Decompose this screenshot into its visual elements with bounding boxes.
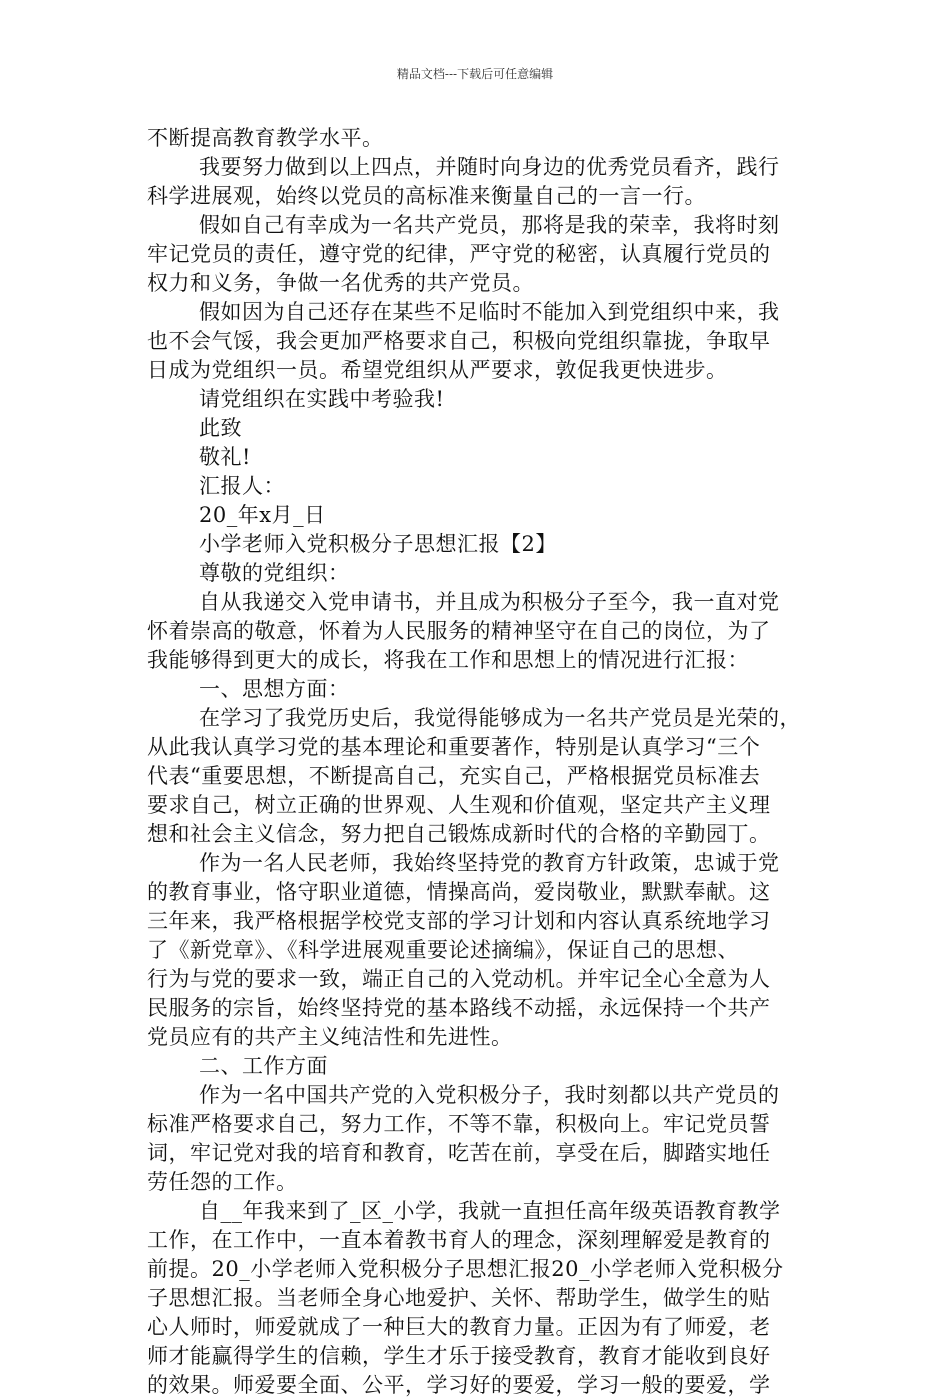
- text-line: 此致: [199, 416, 242, 440]
- text-line: 汇报人：: [199, 474, 285, 498]
- text-line: 的教育事业，恪守职业道德，情操高尚，爱岗敬业，默默奉献。这: [147, 880, 771, 904]
- text-line: 不断提高教育教学水平。: [147, 126, 384, 150]
- text-line: 请党组织在实践中考验我!: [199, 387, 445, 411]
- text-line: 假如因为自己还存在某些不足临时不能加入到党组织中来，我: [199, 300, 780, 324]
- text-line: 我能够得到更大的成长，将我在工作和思想上的情况进行汇报：: [147, 648, 749, 672]
- text-line: 自从我递交入党申请书，并且成为积极分子至今，我一直对党: [199, 590, 780, 614]
- text-line: 敬礼!: [199, 445, 251, 469]
- text-line: 前提。20_小学老师入党积极分子思想汇报20_小学老师入党积极分: [147, 1257, 784, 1281]
- text-line: 假如自己有幸成为一名共产党员，那将是我的荣幸，我将时刻: [199, 213, 780, 237]
- text-line: 行为与党的要求一致，端正自己的入党动机。并牢记全心全意为人: [147, 967, 771, 991]
- text-line: 作为一名人民老师，我始终坚持党的教育方针政策，忠诚于党: [199, 851, 780, 875]
- text-line: 我要努力做到以上四点，并随时向身边的优秀党员看齐，践行: [199, 155, 780, 179]
- text-line: 心人师时，师爱就成了一种巨大的教育力量。正因为有了师爱，老: [147, 1315, 771, 1339]
- page-header: 精品文档---下载后可任意编辑: [396, 67, 554, 81]
- text-line: 从此我认真学习党的基本理论和重要著作，特别是认真学习“三个: [147, 735, 761, 759]
- text-line: 代表“重要思想，不断提高自己，充实自己，严格根据党员标准去: [147, 764, 761, 788]
- text-line: 一、思想方面：: [199, 677, 350, 701]
- text-line: 尊敬的党组织：: [199, 561, 350, 585]
- text-line: 权力和义务，争做一名优秀的共产党员。: [147, 271, 534, 295]
- text-line: 科学进展观，始终以党员的高标准来衡量自己的一言一行。: [147, 184, 706, 208]
- text-line: 词，牢记党对我的培育和教育，吃苦在前，享受在后，脚踏实地任: [147, 1141, 771, 1165]
- text-line: 小学老师入党积极分子思想汇报【2】: [199, 532, 557, 556]
- text-line: 日成为党组织一员。希望党组织从严要求，敦促我更快进步。: [147, 358, 728, 382]
- text-line: 子思想汇报。当老师全身心地爱护、关怀、帮助学生，做学生的贴: [147, 1286, 771, 1310]
- text-line: 劳任怨的工作。: [147, 1170, 298, 1194]
- text-line: 三年来，我严格根据学校党支部的学习计划和内容认真系统地学习: [147, 909, 771, 933]
- text-line: 民服务的宗旨，始终坚持党的基本路线不动摇，永远保持一个共产: [147, 996, 771, 1020]
- text-line: 作为一名中国共产党的入党积极分子，我时刻都以共产党员的: [199, 1083, 780, 1107]
- text-line: 20_年x月_日: [199, 503, 326, 527]
- text-line: 想和社会主义信念，努力把自己锻炼成新时代的合格的辛勤园丁。: [147, 822, 771, 846]
- text-line: 二、工作方面: [199, 1054, 328, 1078]
- text-line: 怀着崇高的敬意，怀着为人民服务的精神坚守在自己的岗位，为了: [147, 619, 771, 643]
- document-body: [147, 124, 807, 1400]
- text-line: 师才能赢得学生的信赖，学生才乐于接受教育，教育才能收到良好: [147, 1344, 771, 1368]
- text-line: 的效果。师爱要全面、公平，学习好的要爱，学习一般的要爱，学: [147, 1373, 771, 1397]
- text-line: 在学习了我党历史后，我觉得能够成为一名共产党员是光荣的，: [199, 706, 801, 730]
- text-line: 党员应有的共产主义纯洁性和先进性。: [147, 1025, 513, 1049]
- text-line: 标准严格要求自己，努力工作，不等不靠，积极向上。牢记党员誓: [147, 1112, 771, 1136]
- text-line: 要求自己，树立正确的世界观、人生观和价值观，坚定共产主义理: [147, 793, 771, 817]
- text-line: 自__年我来到了_区_小学，我就一直担任高年级英语教育教学: [199, 1199, 781, 1223]
- text-line: 工作，在工作中，一直本着教书育人的理念，深刻理解爱是教育的: [147, 1228, 771, 1252]
- text-line: 牢记党员的责任，遵守党的纪律，严守党的秘密，认真履行党员的: [147, 242, 771, 266]
- text-line: 了《新党章》、《科学进展观重要论述摘编》，保证自己的思想、: [147, 938, 739, 962]
- text-line: 也不会气馁，我会更加严格要求自己，积极向党组织靠拢，争取早: [147, 329, 771, 353]
